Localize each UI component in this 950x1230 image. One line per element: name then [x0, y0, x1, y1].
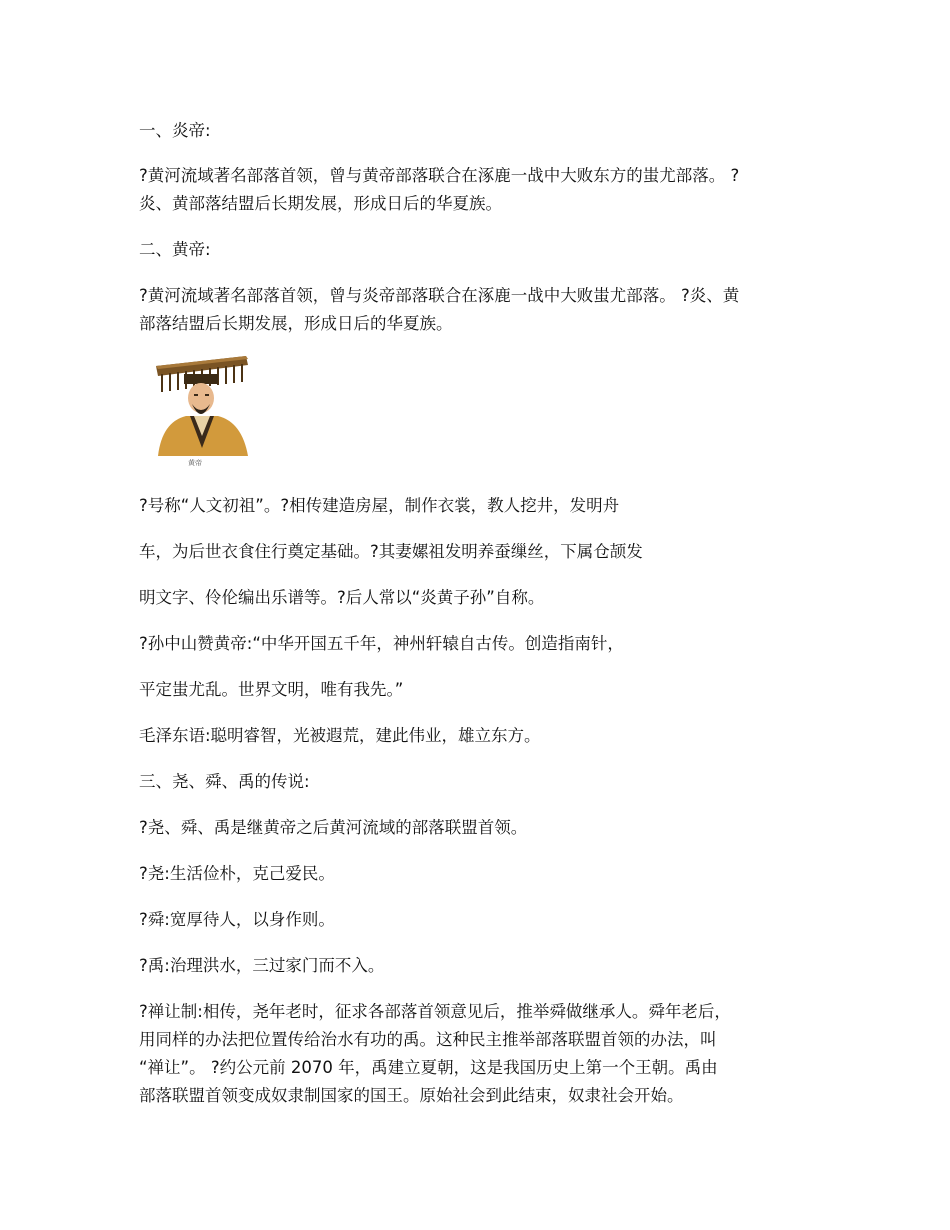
paragraph-line: 部落结盟后长期发展，形成日后的华夏族。 — [139, 314, 453, 333]
paragraph-line: ?黄河流域著名部落首领，曾与炎帝部落联合在涿鹿一战中大败蚩尤部落。 ?炎、黄 — [139, 286, 740, 305]
paragraph-line: ?禹:治理洪水，三过家门而不入。 — [139, 956, 385, 975]
section-heading-yao-shun-yu: 三、尧、舜、禹的传说: — [139, 772, 310, 791]
paragraph-line: 用同样的办法把位置传给治水有功的禹。这种民主推举部落联盟首领的办法，叫 — [139, 1030, 717, 1049]
paragraph-line: ?黄河流域著名部落首领，曾与黄帝部落联合在涿鹿一战中大败东方的蚩尤部落。 ? — [139, 166, 740, 185]
emperor-portrait-image — [150, 352, 254, 468]
section-heading-yandi: 一、炎帝: — [139, 121, 211, 140]
paragraph-line: 部落联盟首领变成奴隶制国家的国王。原始社会到此结束，奴隶社会开始。 — [139, 1086, 684, 1105]
paragraph-line: ?尧、舜、禹是继黄帝之后黄河流域的部落联盟首领。 — [139, 818, 528, 837]
paragraph-line: “禅让”。 ?约公元前 2070 年，禹建立夏朝，这是我国历史上第一个王朝。禹由 — [139, 1058, 718, 1077]
paragraph-line: ?号称“人文初祖”。?相传建造房屋，制作衣裳，教人挖井，发明舟 — [139, 496, 620, 515]
section-heading-huangdi: 二、黄帝: — [139, 240, 211, 259]
paragraph-line: ?禅让制:相传，尧年老时，征求各部落首领意见后，推举舜做继承人。舜年老后， — [139, 1002, 731, 1021]
paragraph-line: 炎、黄部落结盟后长期发展，形成日后的华夏族。 — [139, 194, 502, 213]
paragraph-line: ?舜:宽厚待人，以身作则。 — [139, 910, 335, 929]
paragraph-line: 明文字、伶伦编出乐谱等。?后人常以“炎黄子孙”自称。 — [139, 588, 545, 607]
paragraph-line: 车，为后世衣食住行奠定基础。?其妻嫘祖发明养蚕缫丝，下属仓颉发 — [139, 542, 643, 561]
portrait-caption: 黄帝 — [188, 459, 202, 467]
paragraph-line: ?孙中山赞黄帝:“中华开国五千年，神州轩辕自古传。创造指南针， — [139, 634, 624, 653]
paragraph-line: 平定蚩尤乱。世界文明，唯有我先。” — [139, 680, 404, 699]
paragraph-line: ?尧:生活俭朴，克己爱民。 — [139, 864, 335, 883]
paragraph-line: 毛泽东语:聪明睿智，光被遐荒，建此伟业，雄立东方。 — [139, 726, 541, 745]
